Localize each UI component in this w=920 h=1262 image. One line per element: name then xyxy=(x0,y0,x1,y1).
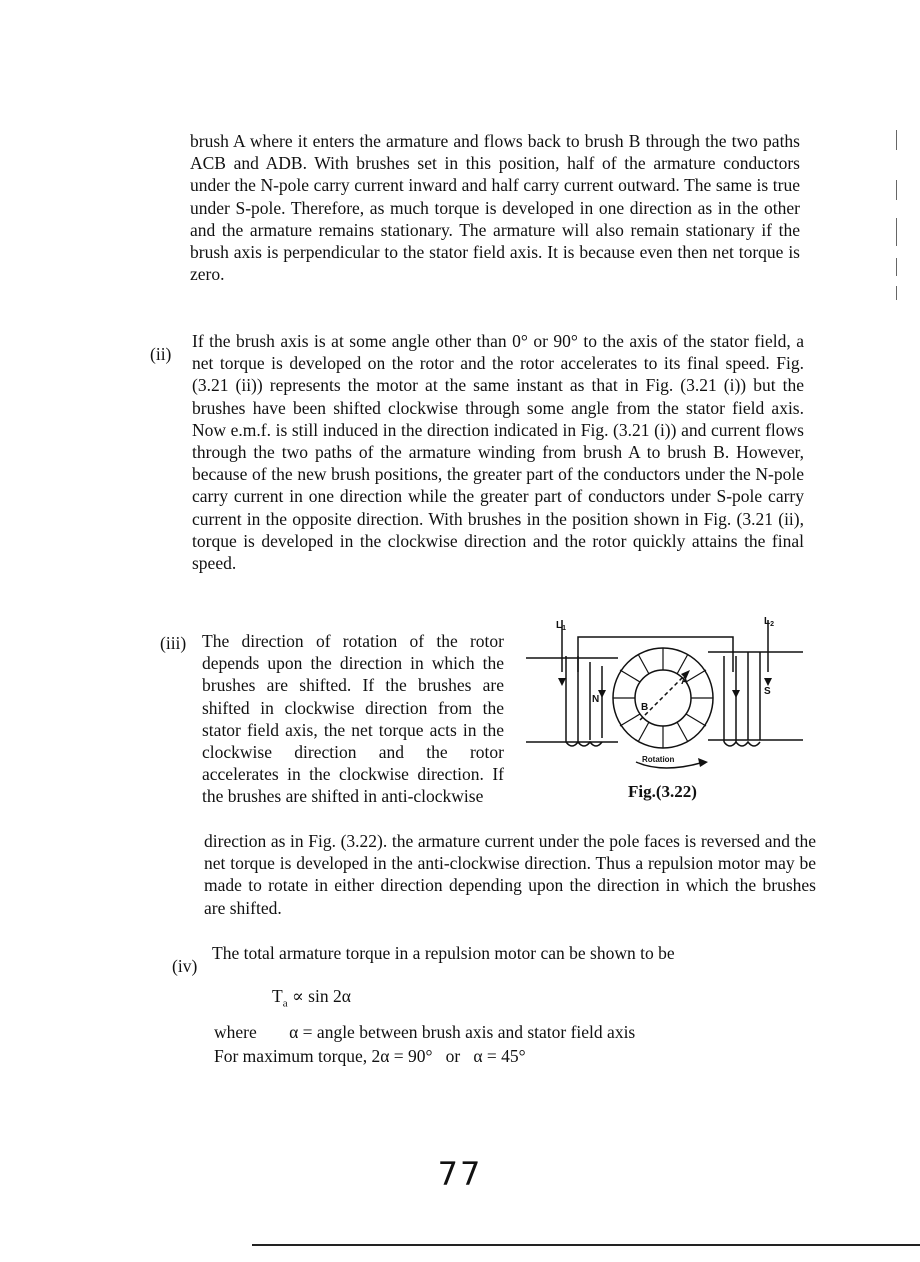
footer-rule xyxy=(252,1244,920,1246)
repulsion-motor-figure xyxy=(518,612,808,787)
list-marker-iii: (iii) xyxy=(160,633,187,653)
page-number: 77 xyxy=(437,1155,483,1193)
list-marker-iv: (iv) xyxy=(172,956,198,976)
margin-mark xyxy=(896,258,897,276)
paragraph-ii: If the brush axis is at some angle other than 0° or 90° to the axis of the stator field, a net torque is developed on the rotor and the rotor accelerates to its final speed. Fig. (3.21 (ii)) represents the motor at the same instant as that in Fig. (3.21 (i)) but the brushes have been shifted clockwise through some angle from the stator field axis. Now e.m.f. is still induced in the direction indicated in Fig. (3.21 (i)) and current flows through the two paths of the armature winding from brush A to brush B. However, because of the new brush positions, the greater part of the conductors under the N-pole carry current in one direction while the greater part of conductors under S-pole carry current in the opposite direction. With brushes in the position shown in Fig. (3.21 (ii), torque is developed in the clockwise direction and the rotor quickly attains the final speed. xyxy=(192,331,804,574)
paragraph-iv: The total armature torque in a repulsion motor can be shown to be xyxy=(212,943,675,963)
figure-caption: Fig.(3.22) xyxy=(628,782,697,801)
where-line: where α = angle between brush axis and stator field axis xyxy=(214,1022,636,1042)
list-marker-ii: (ii) xyxy=(150,344,172,364)
svg-text:L2: $L_2$ xyxy=(764,616,775,628)
label-brush-a: A xyxy=(681,676,689,687)
margin-mark xyxy=(896,180,897,200)
paragraph-iii-top: The direction of rotation of the rotor depends upon the direction in which the brushes are shifted. If the brushes are shifted in clockwise direction from the stator field axis, the net torque acts in the clockwise direction and the rotor accelerates in the clockwise direction. If the brushes are shifted in anti-clockwise xyxy=(202,631,504,807)
paragraph-iii-bottom: direction as in Fig. (3.22). the armature current under the pole faces is reversed and the net torque is developed in the anti-clockwise direction. Thus a repulsion motor may be made to rotate in either direction depending upon the direction in which the brushes are shifted. xyxy=(204,831,816,918)
label-rotation: Rotation xyxy=(642,755,675,764)
margin-mark xyxy=(896,130,897,150)
max-torque-line: For maximum torque, 2α = 90° or α = 45° xyxy=(214,1046,526,1066)
label-north: N xyxy=(592,694,600,705)
label-brush-b: B xyxy=(641,702,649,713)
label-south: S xyxy=(764,686,771,697)
margin-mark xyxy=(896,218,897,246)
margin-mark xyxy=(896,286,897,300)
paragraph-intro: brush A where it enters the armature and flows back to brush B through the two paths ACB and ADB. With brushes set in this position, half of the armature conductors under the N-pole carry current inward and half carry current outward. The same is true under S-pole. Therefore, as much torque is developed in one direction as in the other and the armature remains stationary. The armature will also remain stationary if the brush axis is perpendicular to the stator field axis. It is because even then net torque is zero. xyxy=(190,131,800,285)
torque-equation: $T_a \propto \sin 2\alpha$ xyxy=(272,986,351,1010)
svg-text:L1: $L_1$ xyxy=(556,620,567,632)
